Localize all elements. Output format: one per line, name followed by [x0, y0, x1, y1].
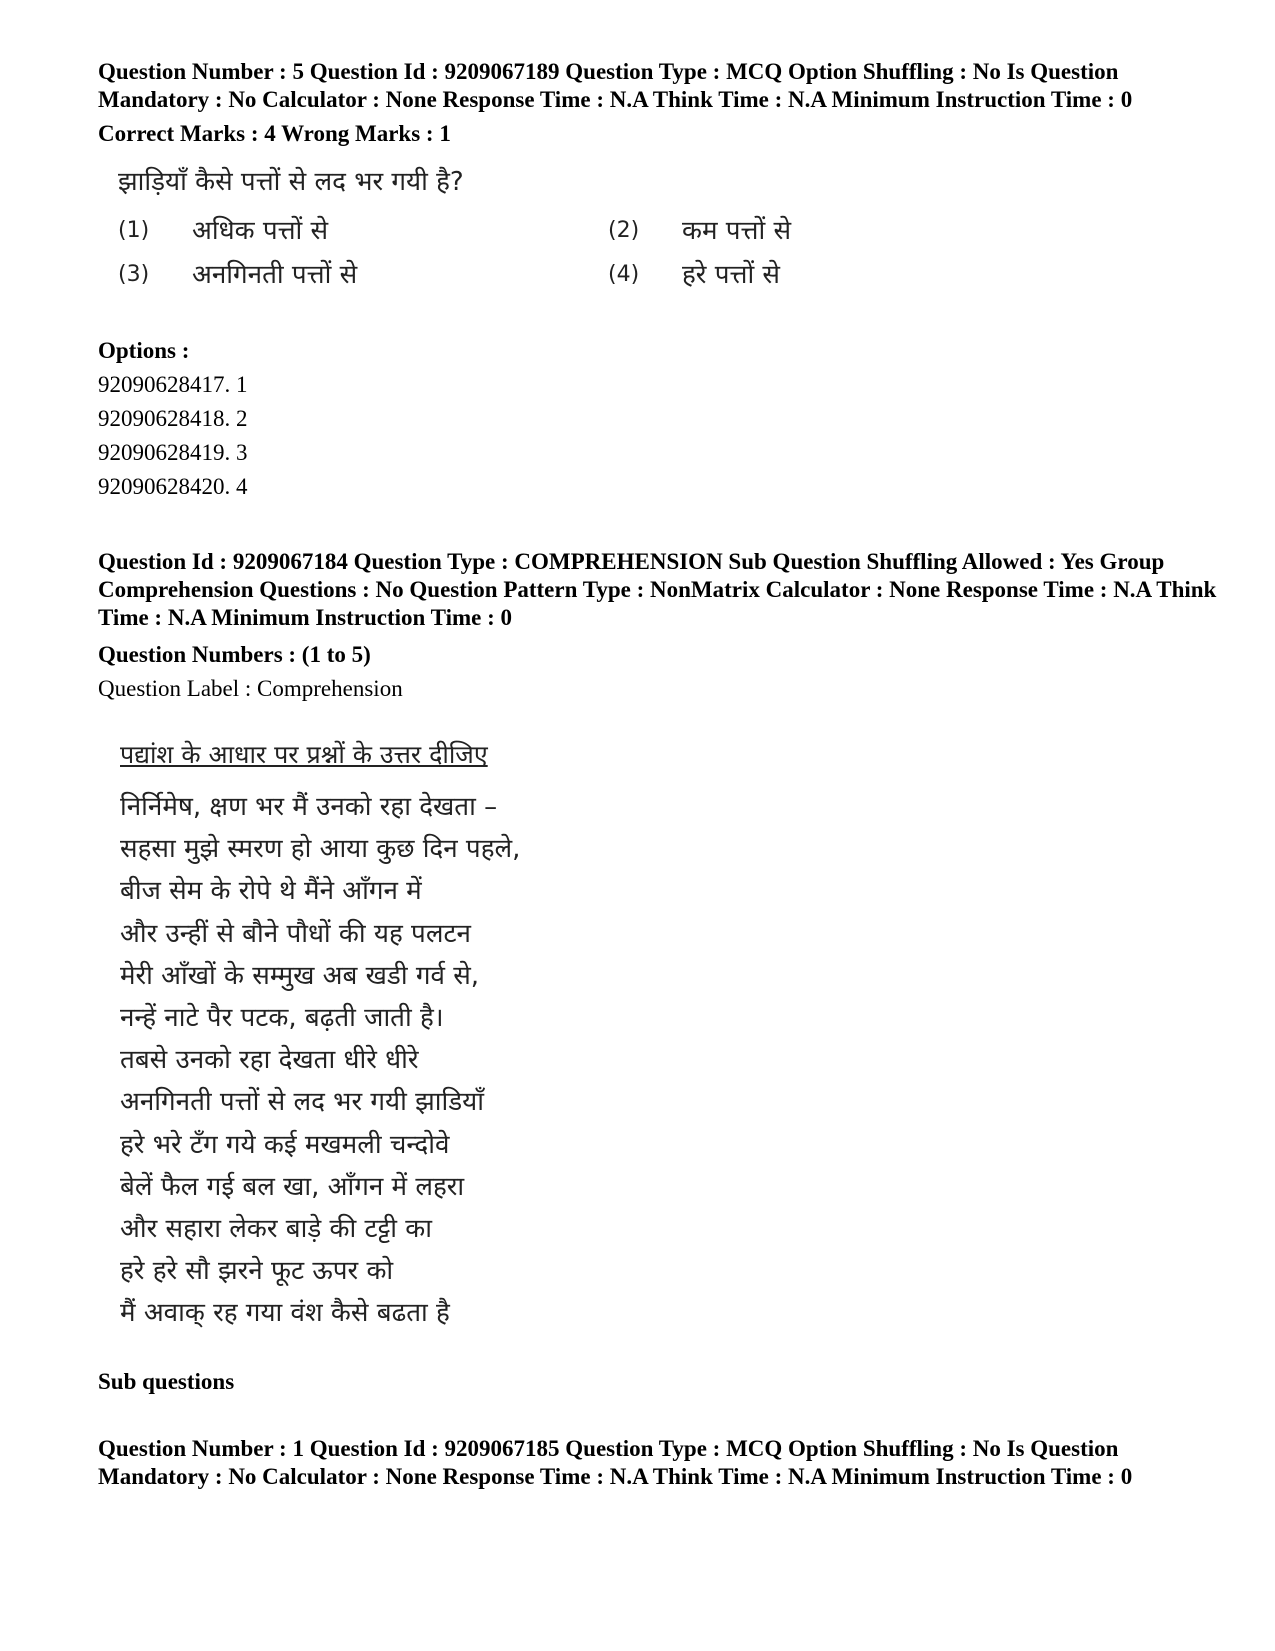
- question-5-options: [98, 334, 1218, 504]
- choice-2-number: (2): [608, 218, 640, 243]
- choice-3-text: अनगिनती पत्तों से: [192, 260, 358, 290]
- document-page: [98, 58, 1218, 1491]
- question-5-text: झाड़ियाँ कैसे पत्तों से लद भर गयी है?: [118, 167, 464, 197]
- choice-3-number: (3): [118, 262, 150, 287]
- poem-line: बेलें फैल गई बल खा, आँगन में लहरा: [120, 1171, 465, 1202]
- question-label: Question Label : Comprehension: [98, 676, 403, 701]
- choice-1-number: (1): [118, 218, 150, 243]
- poem-line: मैं अवाक् रह गया वंश कैसे बढता है: [120, 1298, 450, 1329]
- sub-questions-label: Sub questions: [98, 1368, 235, 1394]
- choice-4-number: (4): [608, 262, 640, 287]
- poem-line: मेरी आँखों के सम्मुख अब खडी गर्व से,: [120, 960, 480, 991]
- question-1-block: [98, 1435, 1218, 1491]
- poem-line: बीज सेम के रोपे थे मैंने आँगन में: [120, 876, 422, 907]
- choice-2: [608, 212, 828, 250]
- poem-line: निर्निमेष, क्षण भर मैं उनको रहा देखता –: [120, 792, 498, 822]
- poem-line: हरे भरे टँग गये कई मखमली चन्दोवे: [120, 1129, 450, 1160]
- poem-line: सहसा मुझे स्मरण हो आया कुछ दिन पहले,: [120, 834, 521, 865]
- poem-passage: [120, 736, 1218, 1335]
- question-5-meta: Question Number : 5 Question Id : 9209067189 Question Type : MCQ Option Shuffling : No Is Question Mandatory : No Calculator : None Response Time : N.A Think Time : N.A Minimum Instruction Time : 0: [98, 59, 1133, 112]
- options-label: Options :: [98, 338, 190, 363]
- poem-line: नन्हें नाटे पैर पटक, बढ़ती जाती है।: [120, 1003, 444, 1034]
- question-5-marks: Correct Marks : 4 Wrong Marks : 1: [98, 121, 451, 146]
- choice-1-text: अधिक पत्तों से: [192, 216, 329, 246]
- poem-line: हरे हरे सौ झरने फूट ऊपर को: [120, 1256, 394, 1287]
- comprehension-block: [98, 548, 1218, 1399]
- poem-line: और सहारा लेकर बाड़े की टट्टी का: [120, 1214, 432, 1245]
- poem-line: अनगिनती पत्तों से लद भर गयी झाडियाँ: [120, 1087, 484, 1118]
- poem-line: और उन्हीं से बौने पौधों की यह पलटन: [120, 918, 471, 949]
- choice-2-text: कम पत्तों से: [682, 216, 792, 246]
- choice-1: [118, 212, 608, 250]
- choice-4: [608, 256, 828, 294]
- option-item: 92090628418. 2: [98, 406, 248, 431]
- poem-line: तबसे उनको रहा देखता धीरे धीरे: [120, 1045, 419, 1076]
- question-5-choices: [118, 212, 818, 294]
- comprehension-meta: Question Id : 9209067184 Question Type : COMPREHENSION Sub Question Shuffling Allowed : Yes Group Comprehension Questions : No Question Pattern Type : NonMatrix Calculator : None Response Time : N.A Think Time : N.A Minimum Instruction Time : 0: [98, 549, 1217, 630]
- choice-4-text: हरे पत्तों से: [682, 260, 781, 290]
- question-1-meta: Question Number : 1 Question Id : 9209067185 Question Type : MCQ Option Shuffling : No Is Question Mandatory : No Calculator : None Response Time : N.A Think Time : N.A Minimum Instruction Time : 0: [98, 1435, 1133, 1489]
- option-item: 92090628419. 3: [98, 440, 248, 465]
- option-item: 92090628420. 4: [98, 474, 248, 499]
- question-5-block: [98, 58, 1218, 504]
- question-5-image: [118, 162, 818, 294]
- question-numbers: Question Numbers : (1 to 5): [98, 642, 371, 667]
- poem-title: पद्यांश के आधार पर प्रश्नों के उत्तर दीजिए: [120, 740, 488, 769]
- option-item: 92090628417. 1: [98, 372, 248, 397]
- choice-3: [118, 256, 608, 294]
